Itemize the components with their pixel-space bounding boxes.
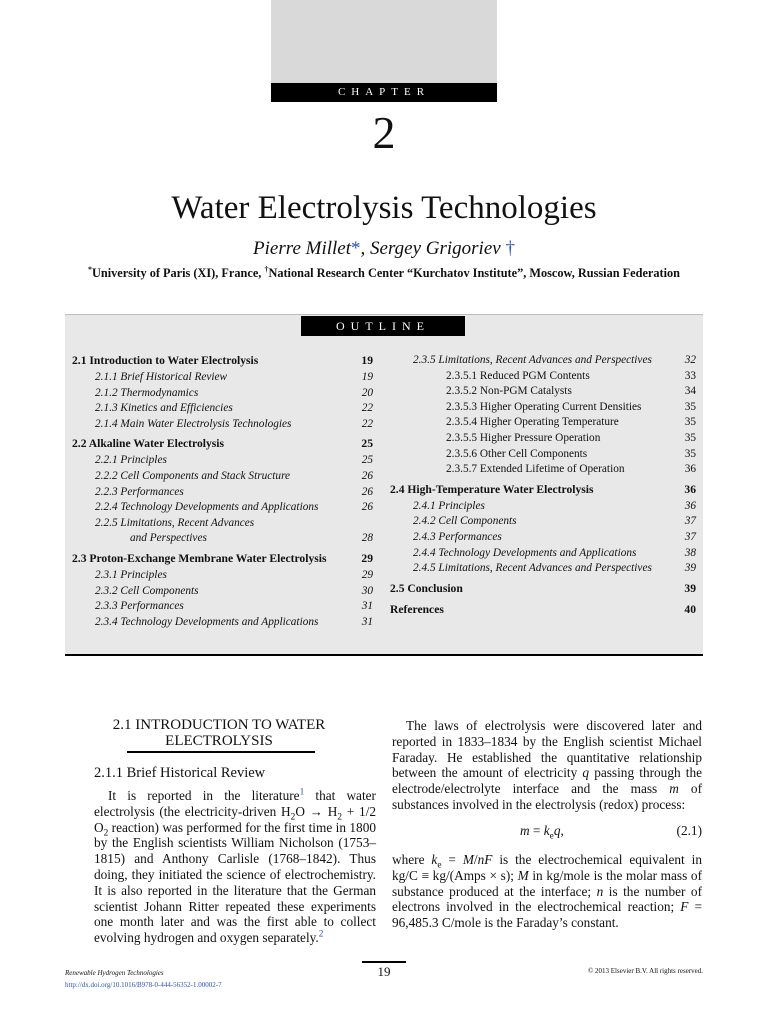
- toc-entry[interactable]: [72, 436, 373, 451]
- outline-top-rule: [65, 314, 703, 315]
- toc-entry[interactable]: [72, 417, 373, 432]
- toc-entry-label: 2.4.2 Cell Components: [413, 515, 517, 528]
- toc-entry[interactable]: [72, 584, 373, 599]
- toc-entry-label: 2.3.4 Technology Developments and Applications: [95, 615, 319, 628]
- toc-entry-page: 35: [684, 432, 696, 444]
- toc-entry[interactable]: [390, 384, 696, 399]
- affil-2-mark: †: [264, 264, 269, 274]
- affil-2: National Research Center “Kurchatov Institute”, Moscow, Russian Federation: [268, 266, 681, 280]
- book-title: Renewable Hydrogen Technologies: [65, 969, 164, 977]
- toc-entry-page: 26: [361, 501, 373, 514]
- toc-entry-page: 37: [684, 515, 696, 528]
- citation-1[interactable]: 1: [299, 787, 305, 798]
- toc-entry[interactable]: [72, 453, 373, 468]
- toc-entry-label: References: [390, 602, 444, 616]
- toc-entry-label: 2.4.1 Principles: [413, 499, 485, 512]
- toc-entry-label: 2.2.3 Performances: [95, 485, 184, 498]
- chapter-header-box: [271, 0, 497, 83]
- author-2-affil-link[interactable]: †: [505, 238, 515, 259]
- toc-entry-page: 32: [684, 354, 696, 366]
- toc-entry-label: 2.1.3 Kinetics and Efficiencies: [95, 402, 233, 415]
- affil-1-mark: *: [87, 264, 92, 274]
- authors: Pierre Millet*, Sergey Grigoriev †: [253, 238, 515, 259]
- toc-entry-page: 26: [361, 470, 373, 482]
- toc-entry-label: 2.2 Alkaline Water Electrolysis: [72, 437, 225, 451]
- toc-entry-label: and Perspectives: [130, 532, 207, 545]
- toc-entry-page: 33: [684, 369, 696, 382]
- toc-entry[interactable]: [72, 599, 373, 614]
- toc-entry-page: 22: [361, 417, 373, 430]
- subsection-heading: 2.1.1 Brief Historical Review: [94, 765, 266, 781]
- toc-entry-label: 2.4.3 Performances: [413, 531, 502, 543]
- toc-entry-page: 36: [684, 499, 696, 512]
- equation-body: $m = k_eq$,: [520, 823, 564, 842]
- toc-entry-page: 19: [361, 371, 373, 383]
- toc-entry-label: 2.2.4 Technology Developments and Applications: [95, 501, 319, 514]
- toc-entry-page: 29: [361, 569, 373, 581]
- chapter-number: 2: [372, 107, 396, 158]
- section-heading: [94, 717, 344, 749]
- toc-entry[interactable]: [390, 400, 696, 415]
- section-heading-line-2: ELECTROLYSIS: [165, 733, 273, 749]
- body-right-paragraph-1: [392, 718, 702, 813]
- toc-entry[interactable]: [72, 551, 373, 566]
- toc-entry-page: 37: [684, 531, 696, 543]
- toc-entry[interactable]: [390, 353, 696, 368]
- toc-entry-label: 2.3.1 Principles: [95, 569, 167, 581]
- toc-entry-page: 22: [361, 402, 373, 415]
- toc-entry[interactable]: [390, 462, 696, 477]
- toc-entry-page: 38: [684, 546, 696, 559]
- footer-left: [65, 967, 222, 991]
- toc-entry-label: 2.1.2 Thermodynamics: [95, 386, 199, 399]
- toc-entry[interactable]: [390, 415, 696, 430]
- toc-entry[interactable]: [72, 568, 373, 583]
- toc-entry-label: 2.1.4 Main Water Electrolysis Technologies: [95, 417, 292, 430]
- toc-entry[interactable]: [390, 447, 696, 462]
- toc-entry[interactable]: [72, 386, 373, 401]
- copyright: © 2013 Elsevier B.V. All rights reserved.: [587, 967, 703, 975]
- toc-entry-page: 30: [361, 584, 373, 597]
- citation-2[interactable]: 2: [318, 929, 324, 940]
- toc-entry-page: 25: [361, 454, 373, 467]
- toc-entry-label: 2.4.5 Limitations, Recent Advances and Perspectives: [413, 562, 652, 575]
- toc-entry[interactable]: [390, 581, 696, 596]
- toc-entry-label: 2.5 Conclusion: [390, 581, 463, 595]
- toc-entry-page: 26: [361, 485, 373, 498]
- toc-entry-page: 29: [361, 552, 373, 565]
- toc-entry-label: 2.3.5.2 Non-PGM Catalysts: [446, 385, 572, 398]
- page-number: 19: [362, 961, 406, 980]
- toc-entry[interactable]: [72, 500, 373, 515]
- toc-entry-label: 2.3.5.4 Higher Operating Temperature: [446, 416, 619, 429]
- toc-entry-page: 39: [684, 581, 696, 595]
- toc-entry[interactable]: [72, 353, 373, 368]
- toc-entry-page: 34: [684, 385, 696, 398]
- outline-label: OUTLINE: [301, 316, 465, 336]
- equation-number: (2.1): [676, 823, 702, 838]
- affil-1: University of Paris (XI), France,: [91, 266, 265, 280]
- toc-entry-label: 2.3.5.6 Other Cell Components: [446, 447, 588, 460]
- toc-entry[interactable]: [390, 546, 696, 561]
- toc-entry[interactable]: [390, 602, 696, 617]
- toc-entry-page: 35: [684, 400, 696, 413]
- toc-entry[interactable]: [390, 482, 696, 497]
- toc-entry-label: 2.3.5.3 Higher Operating Current Densities: [446, 400, 642, 413]
- toc-entry-page: 31: [361, 615, 373, 628]
- author-2: Sergey Grigoriev: [370, 238, 501, 259]
- toc-entry[interactable]: [72, 516, 373, 531]
- paragraph-text: It is reported in the literature$^1$ that water electrolysis (the electricity-driven $H_2O \to H_2 + 1/2$ $O_2$ reaction) was performed for the first time in 1800 by the English scientists William Nicholson (1753–1815) and Anthony Carlisle (1768–1842). Thus doing, they initiated the science of electrochemistry. It is also reported in the literature that the German scientist Johann Ritter repeated these experiments one month later and was the first able to collect evolving hydrogen and oxygen separately.$^2$: [94, 787, 377, 946]
- body-right-paragraph-2: [392, 852, 702, 931]
- toc-entry-label: 2.3.3 Performances: [95, 600, 184, 613]
- toc-entry-label: 2.3.5.5 Higher Pressure Operation: [446, 432, 601, 444]
- toc-entry-label: 2.2.1 Principles: [95, 454, 167, 467]
- toc-entry-label: 2.2.5 Limitations, Recent Advances: [95, 516, 255, 529]
- toc-entry-page: 35: [684, 447, 696, 460]
- toc-entry[interactable]: [390, 369, 696, 384]
- paragraph-text: The laws of electrolysis were discovered later and reported in 1833–1834 by the English scientist Michael Faraday. He established the quantitative relationship between the amount of electricity q passing through the electrode/electrolyte interface and the mass m of substances involved in the electrolysis (redox) process:: [392, 718, 703, 812]
- toc-entry-page: 25: [361, 437, 373, 451]
- affiliations: [0, 266, 768, 281]
- toc-entry-page: 28: [361, 532, 373, 545]
- toc-entry[interactable]: [390, 499, 696, 514]
- toc-entry-label: 2.1.1 Brief Historical Review: [95, 371, 228, 383]
- toc-entry-label: 2.2.2 Cell Components and Stack Structure: [95, 470, 291, 482]
- toc-entry-label: 2.4.4 Technology Developments and Applications: [413, 546, 637, 559]
- toc-entry[interactable]: [72, 615, 373, 630]
- toc-entry-page: 40: [684, 602, 696, 616]
- author-1: Pierre Millet: [253, 238, 352, 259]
- toc-entry-label: 2.3.5 Limitations, Recent Advances and Perspectives: [413, 354, 652, 366]
- toc-entry[interactable]: [390, 514, 696, 529]
- toc-entry-label: 2.3.5.1 Reduced PGM Contents: [446, 369, 590, 382]
- section-heading-rule: [127, 751, 315, 753]
- toc-entry-page: 31: [361, 600, 373, 613]
- toc-entry[interactable]: [72, 485, 373, 500]
- toc-entry-page: 20: [361, 386, 373, 399]
- chapter-title: Water Electrolysis Technologies: [171, 190, 597, 226]
- toc-entry-page: 36: [684, 463, 696, 476]
- toc-entry[interactable]: [390, 530, 696, 545]
- author-1-affil-link[interactable]: *: [351, 238, 361, 259]
- toc-entry-label: 2.4 High-Temperature Water Electrolysis: [390, 482, 594, 496]
- toc-entry[interactable]: [72, 531, 373, 546]
- body-left-paragraph: [94, 788, 376, 946]
- paragraph-text: where $k_e = M/nF$ is the electrochemical equivalent in kg/C ≡ kg/(Amps × s); M in kg/mole is the molar mass of substance produced at the interface; n is the number of electrons involved in the electrochemical reaction; F = 96,485.3 C/mole is the Faraday’s constant.: [392, 852, 703, 931]
- chapter-label: CHAPTER: [271, 83, 497, 102]
- toc-entry[interactable]: [72, 469, 373, 484]
- toc-entry[interactable]: [72, 370, 373, 385]
- section-heading-line-1: 2.1 INTRODUCTION TO WATER: [112, 717, 326, 733]
- toc-entry-page: 36: [684, 482, 696, 496]
- toc-entry[interactable]: [390, 561, 696, 576]
- toc-entry-label: 2.3.2 Cell Components: [95, 584, 199, 597]
- toc-entry-page: 19: [361, 354, 373, 367]
- toc-entry-page: 35: [684, 416, 696, 429]
- toc-entry-page: 39: [684, 562, 696, 575]
- toc-entry[interactable]: [72, 401, 373, 416]
- doi-link[interactable]: http://dx.doi.org/10.1016/B978-0-444-56352-1.00002-7: [65, 981, 222, 989]
- toc-entry-label: 2.3.5.7 Extended Lifetime of Operation: [446, 463, 625, 476]
- toc-entry-label: 2.1 Introduction to Water Electrolysis: [72, 354, 259, 367]
- toc-entry[interactable]: [390, 431, 696, 446]
- toc-entry-label: 2.3 Proton-Exchange Membrane Water Electrolysis: [72, 552, 327, 565]
